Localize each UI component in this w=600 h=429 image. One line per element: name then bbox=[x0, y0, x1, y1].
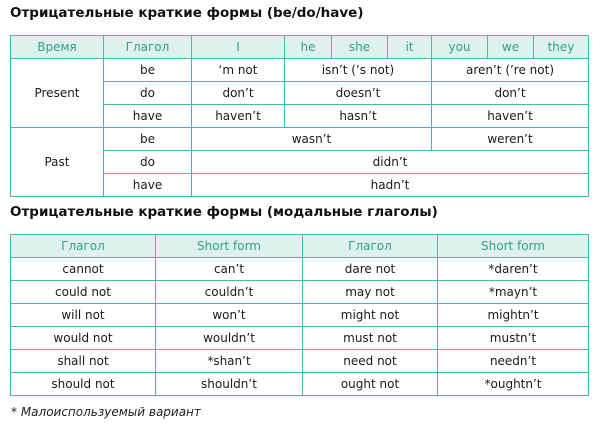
verb-cell: will not bbox=[11, 304, 156, 327]
verb-cell: do bbox=[104, 151, 192, 174]
header-short-form: Short form bbox=[438, 235, 589, 258]
tense-past: Past bbox=[11, 128, 104, 197]
verb-cell: be bbox=[104, 128, 192, 151]
table1-title: Отрицательные краткие формы (be/do/have) bbox=[10, 5, 364, 21]
verb-cell: must not bbox=[303, 327, 438, 350]
table-row bbox=[11, 350, 589, 373]
form-cell: don’t bbox=[432, 82, 589, 105]
short-form-cell: *mayn’t bbox=[438, 281, 589, 304]
form-cell: haven’t bbox=[192, 105, 285, 128]
header-they: they bbox=[534, 36, 589, 59]
short-form-cell: shouldn’t bbox=[156, 373, 303, 396]
modal-verbs-table bbox=[10, 234, 589, 396]
short-form-cell: *oughtn’t bbox=[438, 373, 589, 396]
form-cell: weren’t bbox=[432, 128, 589, 151]
verb-cell: need not bbox=[303, 350, 438, 373]
short-form-cell: needn’t bbox=[438, 350, 589, 373]
form-cell: didn’t bbox=[192, 151, 589, 174]
table-row bbox=[11, 281, 589, 304]
form-cell: aren’t (’re not) bbox=[432, 59, 589, 82]
header-short-form: Short form bbox=[156, 235, 303, 258]
verb-cell: may not bbox=[303, 281, 438, 304]
verb-cell: cannot bbox=[11, 258, 156, 281]
header-verb: Глагол bbox=[11, 235, 156, 258]
header-row bbox=[11, 36, 589, 59]
tense-present: Present bbox=[11, 59, 104, 128]
short-form-cell: mightn’t bbox=[438, 304, 589, 327]
short-form-cell: mustn’t bbox=[438, 327, 589, 350]
header-i: I bbox=[192, 36, 285, 59]
table2-title: Отрицательные краткие формы (модальные глаголы) bbox=[10, 204, 438, 220]
header-you: you bbox=[432, 36, 488, 59]
header-row bbox=[11, 235, 589, 258]
header-she: she bbox=[332, 36, 388, 59]
verb-cell: have bbox=[104, 174, 192, 197]
verb-cell: could not bbox=[11, 281, 156, 304]
table-row bbox=[11, 128, 589, 151]
table-row bbox=[11, 304, 589, 327]
short-form-cell: *daren’t bbox=[438, 258, 589, 281]
verb-cell: have bbox=[104, 105, 192, 128]
footnote: * Малоиспользуемый вариант bbox=[11, 405, 201, 419]
form-cell: hadn’t bbox=[192, 174, 589, 197]
short-form-cell: wouldn’t bbox=[156, 327, 303, 350]
verb-cell: shall not bbox=[11, 350, 156, 373]
header-he: he bbox=[285, 36, 332, 59]
verb-cell: dare not bbox=[303, 258, 438, 281]
verb-cell: ought not bbox=[303, 373, 438, 396]
form-cell: hasn’t bbox=[285, 105, 432, 128]
form-cell: haven’t bbox=[432, 105, 589, 128]
form-cell: ‘m not bbox=[192, 59, 285, 82]
short-form-cell: won’t bbox=[156, 304, 303, 327]
be-do-have-table bbox=[10, 35, 589, 197]
verb-cell: would not bbox=[11, 327, 156, 350]
verb-cell: do bbox=[104, 82, 192, 105]
table-row bbox=[11, 59, 589, 82]
verb-cell: might not bbox=[303, 304, 438, 327]
verb-cell: should not bbox=[11, 373, 156, 396]
header-verb: Глагол bbox=[303, 235, 438, 258]
header-tense: Время bbox=[11, 36, 104, 59]
table-row bbox=[11, 327, 589, 350]
header-we: we bbox=[488, 36, 534, 59]
short-form-cell: can’t bbox=[156, 258, 303, 281]
form-cell: doesn’t bbox=[285, 82, 432, 105]
verb-cell: be bbox=[104, 59, 192, 82]
form-cell: isn’t (’s not) bbox=[285, 59, 432, 82]
form-cell: wasn’t bbox=[192, 128, 432, 151]
table-row bbox=[11, 258, 589, 281]
header-verb: Глагол bbox=[104, 36, 192, 59]
short-form-cell: *shan’t bbox=[156, 350, 303, 373]
form-cell: don’t bbox=[192, 82, 285, 105]
header-it: it bbox=[388, 36, 432, 59]
short-form-cell: couldn’t bbox=[156, 281, 303, 304]
table-row bbox=[11, 373, 589, 396]
